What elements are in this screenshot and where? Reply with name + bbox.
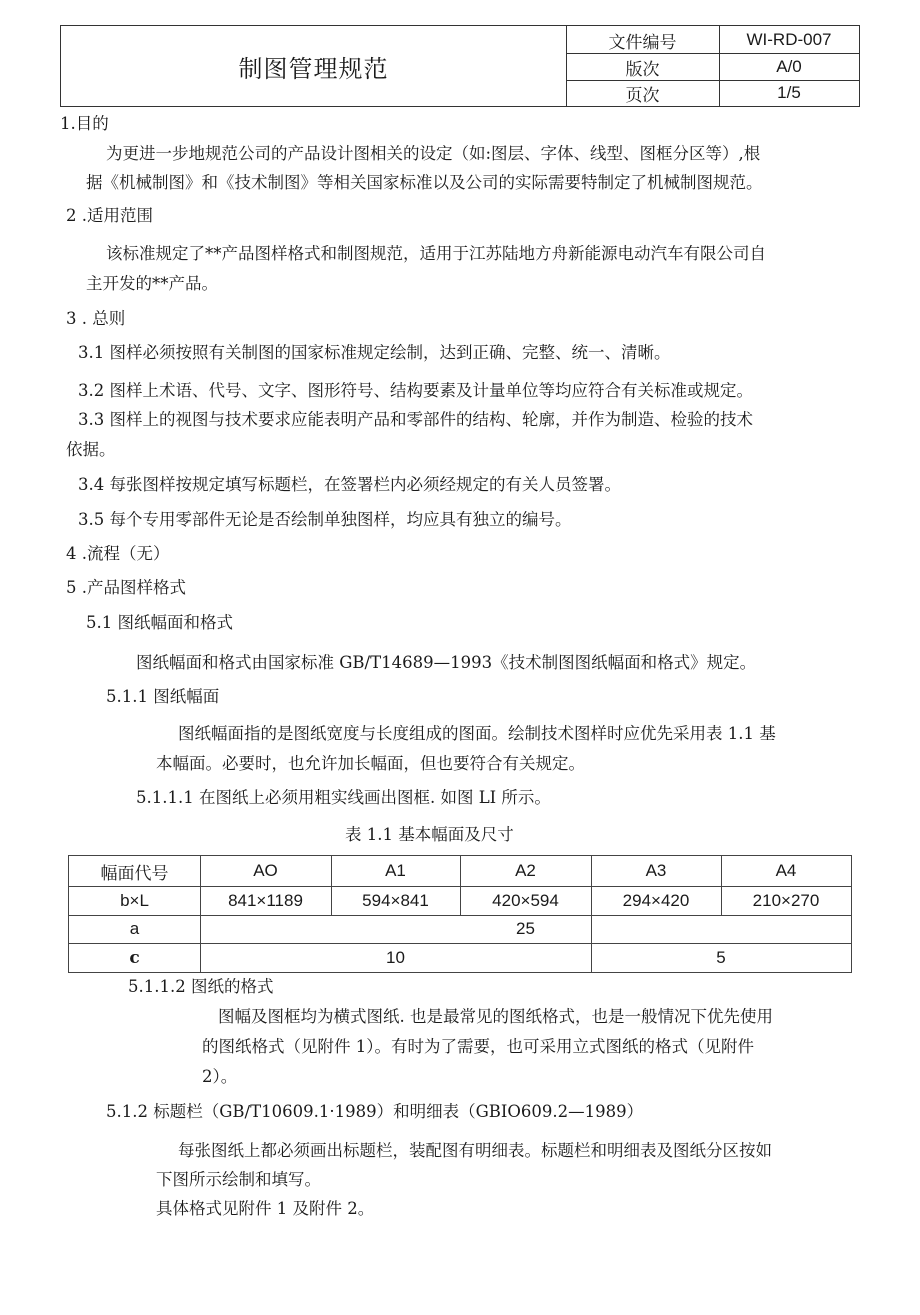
section-1-heading: 1.目的 — [60, 114, 109, 133]
section-5-1-2-heading: 5.1.2 标题栏（GB∕T10609.1·1989）和明细表（GBIO609.2—1989） — [106, 1102, 644, 1121]
section-5-1-1-paragraph-line-1: 图纸幅面指的是图纸宽度与长度组成的图面。绘制技术图样时应优先采用表 1.1 基 — [178, 724, 776, 743]
section-5-1-2-paragraph-line-2: 下图所示绘制和填写。 — [156, 1170, 321, 1189]
section-5-1-1-paragraph-line-2: 本幅面。必要时，也允许加长幅面，但也要符合有关规定。 — [156, 754, 585, 773]
header-value-doc-number: WI-RD-007 — [746, 30, 832, 49]
section-1-paragraph-line-1: 为更进一步地规范公司的产品设计图相关的设定（如:图层、字体、线型、图框分区等）,根 — [106, 144, 761, 163]
header-label-version: 版次 — [625, 59, 660, 80]
table-cell: 25 — [516, 919, 535, 938]
section-3-heading: 3 . 总则 — [66, 309, 126, 328]
table-cell: 841×1189 — [228, 890, 303, 910]
table-cell: 594×841 — [362, 890, 429, 910]
table-header-cell: A1 — [385, 861, 406, 880]
table-cell: a — [129, 919, 140, 938]
table-cell: b×L — [120, 890, 149, 910]
section-5-1-2-paragraph-line-1: 每张图纸上都必须画出标题栏，装配图有明细表。标题栏和明细表及图纸分区按如 — [178, 1141, 772, 1160]
section-5-1-paragraph: 图纸幅面和格式由国家标准 GB/T14689—1993《技术制图图纸幅面和格式》规定。 — [136, 653, 757, 672]
table-header-cell: A4 — [775, 861, 797, 880]
header-value-version: A/0 — [776, 57, 802, 76]
section-3-1: 3.1 图样必须按照有关制图的国家标准规定绘制，达到正确、完整、统一、清晰。 — [78, 343, 671, 362]
section-3-2: 3.2 图样上术语、代号、文字、图形符号、结构要素及计量单位等均应符合有关标准或规定。 — [78, 381, 753, 400]
table-cell: 10 — [386, 947, 405, 967]
section-1-paragraph-line-2: 据《机械制图》和《技术制图》等相关国家标准以及公司的实际需要特制定了机械制图规范。 — [86, 173, 763, 192]
section-5-1-1-heading: 5.1.1 图纸幅面 — [106, 687, 220, 706]
table-cell: c — [129, 947, 140, 968]
section-5-1-1-2-line-3: 2）。 — [202, 1067, 238, 1086]
section-5-1-1-2-line-2: 的图纸格式（见附件 1）。有时为了需要，也可采用立式图纸的格式（见附件 — [202, 1037, 754, 1056]
document-title: 制图管理规范 — [238, 54, 389, 83]
section-4-heading: 4 .流程（无） — [66, 544, 170, 563]
basic-sheet-size-table — [68, 855, 852, 973]
section-3-3-line-2: 依据。 — [66, 440, 116, 459]
header-label-page: 页次 — [625, 85, 660, 106]
section-2-heading: 2 .适用范围 — [66, 206, 153, 225]
section-2-paragraph-line-2: 主开发的**产品。 — [86, 274, 218, 293]
table-header-cell: AO — [253, 861, 278, 880]
table-cell: 5 — [716, 947, 726, 967]
section-5-1-1-2-line-1: 图幅及图框均为横式图纸. 也是最常见的图纸格式，也是一般情况下优先使用 — [218, 1007, 773, 1026]
section-5-1-2-paragraph-2: 具体格式见附件 1 及附件 2。 — [156, 1199, 375, 1218]
header-label-doc-number: 文件编号 — [608, 32, 677, 53]
table-cell: 420×594 — [492, 890, 559, 910]
section-5-1-1-2-heading: 5.1.1.2 图纸的格式 — [128, 977, 274, 996]
header-value-page: 1/5 — [777, 83, 801, 102]
table-cell: 210×270 — [752, 890, 820, 910]
section-5-heading: 5 .产品图样格式 — [66, 578, 186, 597]
section-2-paragraph-line-1: 该标准规定了**产品图样格式和制图规范，适用于江苏陆地方舟新能源电动汽车有限公司自 — [106, 244, 766, 263]
document-header — [60, 25, 860, 107]
table-caption: 表 1.1 基本幅面及尺寸 — [345, 825, 514, 844]
section-3-4: 3.4 每张图样按规定填写标题栏，在签署栏内必须经规定的有关人员签署。 — [78, 475, 621, 494]
table-header-cell: 幅面代号 — [100, 863, 169, 884]
table-cell: 294×420 — [622, 890, 690, 910]
table-header-cell: A2 — [515, 861, 536, 880]
section-5-1-heading: 5.1 图纸幅面和格式 — [86, 613, 233, 632]
section-5-1-1-1: 5.1.1.1 在图纸上必须用粗实线画出图框. 如图 LI 所示。 — [136, 788, 551, 807]
section-3-5: 3.5 每个专用零部件无论是否绘制单独图样，均应具有独立的编号。 — [78, 510, 572, 529]
table-header-cell: A3 — [645, 861, 667, 880]
section-3-3-line-1: 3.3 图样上的视图与技术要求应能表明产品和零部件的结构、轮廓，并作为制造、检验的技术 — [78, 410, 753, 429]
